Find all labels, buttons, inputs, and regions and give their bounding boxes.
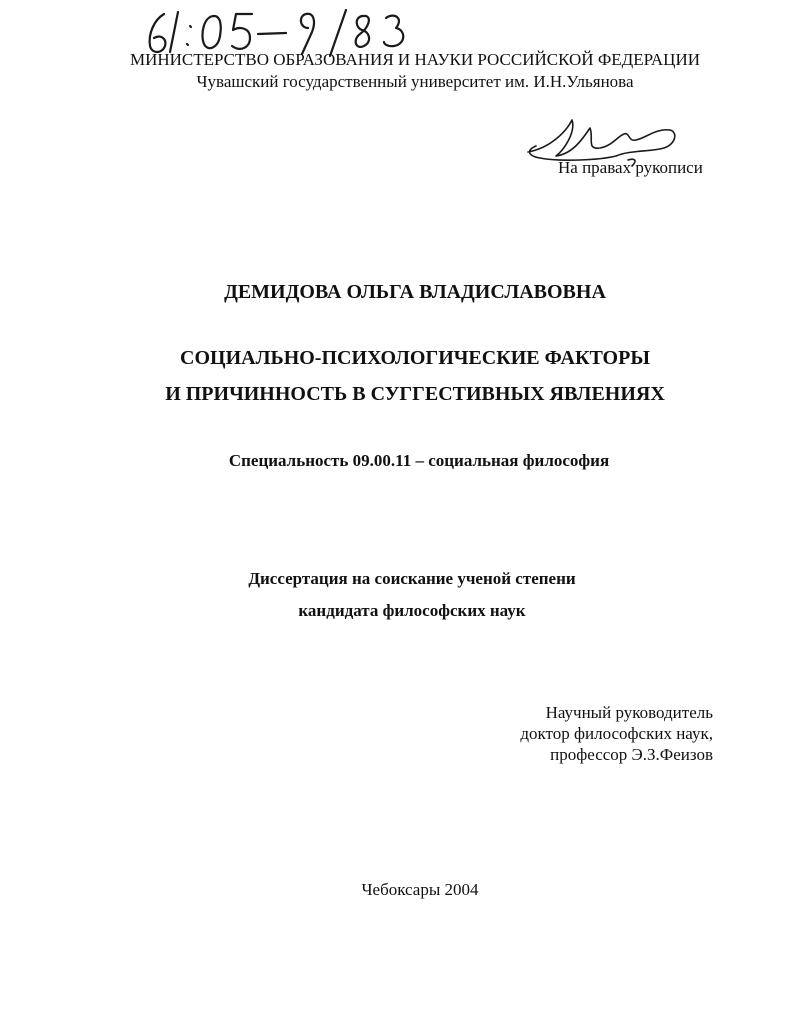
city-year: Чебоксары 2004 <box>361 880 479 899</box>
thesis-title-line-2: И ПРИЧИННОСТЬ В СУГГЕСТИВНЫХ ЯВЛЕНИЯХ <box>165 383 665 405</box>
rights-note: На правах рукописи <box>558 158 703 177</box>
dissertation-line-1: Диссертация на соискание ученой степени <box>248 569 576 588</box>
dissertation-line-2: кандидата философских наук <box>298 601 526 620</box>
thesis-title-line-1: СОЦИАЛЬНО-ПСИХОЛОГИЧЕСКИЕ ФАКТОРЫ <box>180 347 650 369</box>
advisor-line-3: профессор Э.З.Феизов <box>550 745 713 764</box>
university-name: Чувашский государственный университет им. И.Н.Ульянова <box>196 72 634 91</box>
advisor-line-2: доктор философских наук, <box>520 724 713 743</box>
author-name: ДЕМИДОВА ОЛЬГА ВЛАДИСЛАВОВНА <box>224 281 606 303</box>
specialty: Специальность 09.00.11 – социальная философия <box>228 451 610 470</box>
ministry-heading: МИНИСТЕРСТВО ОБРАЗОВАНИЯ И НАУКИ РОССИЙСКОЙ ФЕДЕРАЦИИ <box>129 50 701 69</box>
advisor-line-1: Научный руководитель <box>545 703 713 722</box>
